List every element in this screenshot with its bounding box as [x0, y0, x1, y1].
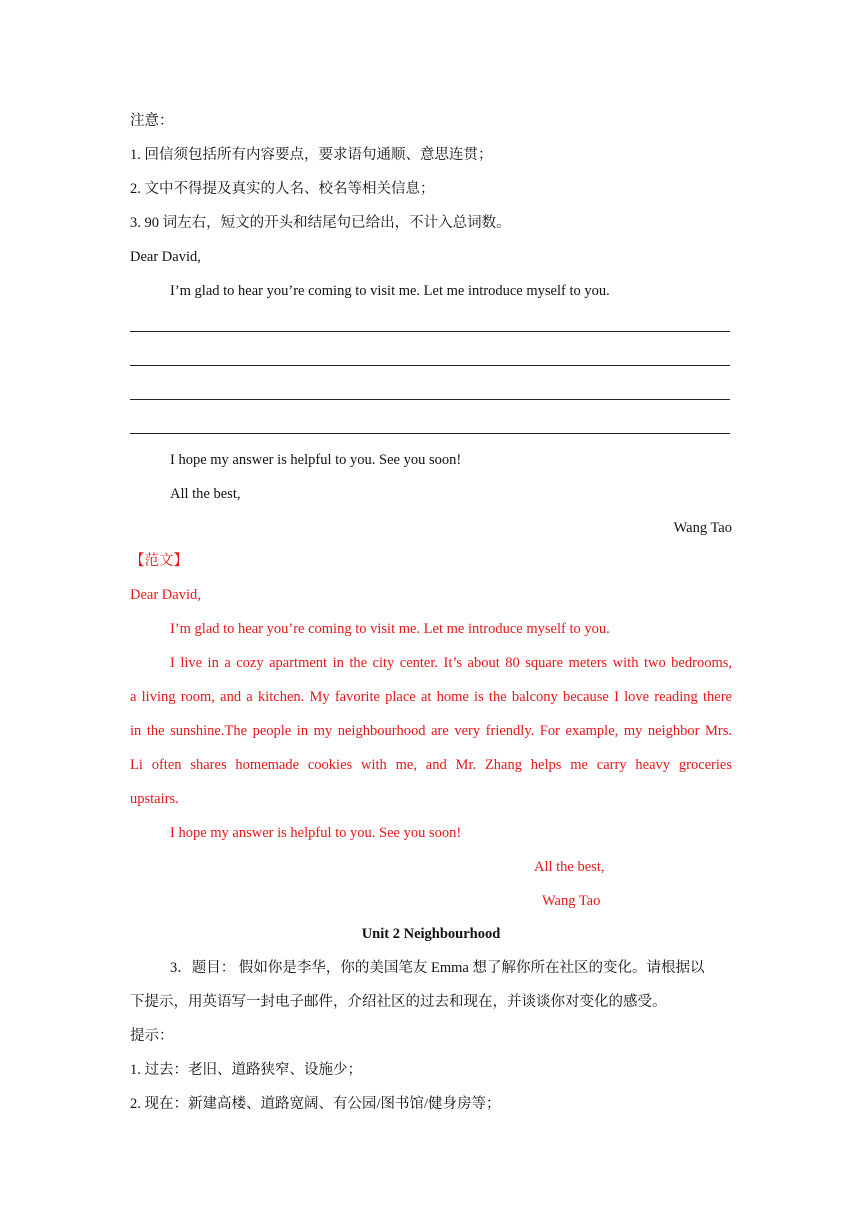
answer-line-3 [130, 399, 730, 400]
sample-body-line-3: in the sunshine.The people in my neighbourhood are very friendly. For example, my neighbor Mrs. [130, 723, 732, 739]
answer-line-1 [130, 331, 730, 332]
letter-opening: I’m glad to hear you’re coming to visit me. Let me introduce myself to you. [170, 283, 610, 299]
sample-greeting: Dear David, [130, 587, 201, 603]
letter-closing: I hope my answer is helpful to you. See you soon! [170, 452, 462, 468]
sample-body-line-5: upstairs. [130, 791, 179, 807]
letter-sign-off: All the best, [170, 486, 241, 502]
sample-signature: Wang Tao [542, 893, 601, 909]
note-item-1: 1. 回信须包括所有内容要点，要求语句通顺、意思连贯； [130, 147, 493, 163]
hint-item-1: 1. 过去：老旧、道路狭窄、设施少； [130, 1062, 362, 1078]
question-3-line-1: 3．题目： 假如你是李华，你的美国笔友 Emma 想了解你所在社区的变化。请根据以 [170, 960, 705, 976]
answer-line-2 [130, 365, 730, 366]
sample-body-line-4: Li often shares homemade cookies with me, and Mr. Zhang helps me carry heavy groceries [130, 757, 732, 773]
sample-sign-off: All the best, [534, 859, 605, 875]
letter-signature: Wang Tao [673, 520, 732, 536]
hint-label: 提示： [130, 1028, 174, 1044]
letter-greeting: Dear David, [130, 249, 201, 265]
unit-title: Unit 2 Neighbourhood [361, 926, 501, 942]
question-3-line-2: 下提示，用英语写一封电子邮件，介绍社区的过去和现在，并谈谈你对变化的感受。 [130, 994, 667, 1010]
hint-item-2: 2. 现在：新建高楼、道路宽阔、有公园/图书馆/健身房等； [130, 1096, 501, 1112]
sample-opening: I’m glad to hear you’re coming to visit me. Let me introduce myself to you. [170, 621, 610, 637]
sample-heading: 【范文】 [130, 553, 188, 569]
sample-body-line-1: I live in a cozy apartment in the city center. It’s about 80 square meters with two bedrooms, [170, 655, 732, 671]
notes-label: 注意： [130, 113, 174, 129]
note-item-3: 3. 90 词左右，短文的开头和结尾句已给出，不计入总词数。 [130, 215, 511, 231]
sample-body-line-2: a living room, and a kitchen. My favorite place at home is the balcony because I love reading there [130, 689, 732, 705]
note-item-2: 2. 文中不得提及真实的人名、校名等相关信息； [130, 181, 435, 197]
sample-closing: I hope my answer is helpful to you. See you soon! [170, 825, 462, 841]
answer-line-4 [130, 433, 730, 434]
